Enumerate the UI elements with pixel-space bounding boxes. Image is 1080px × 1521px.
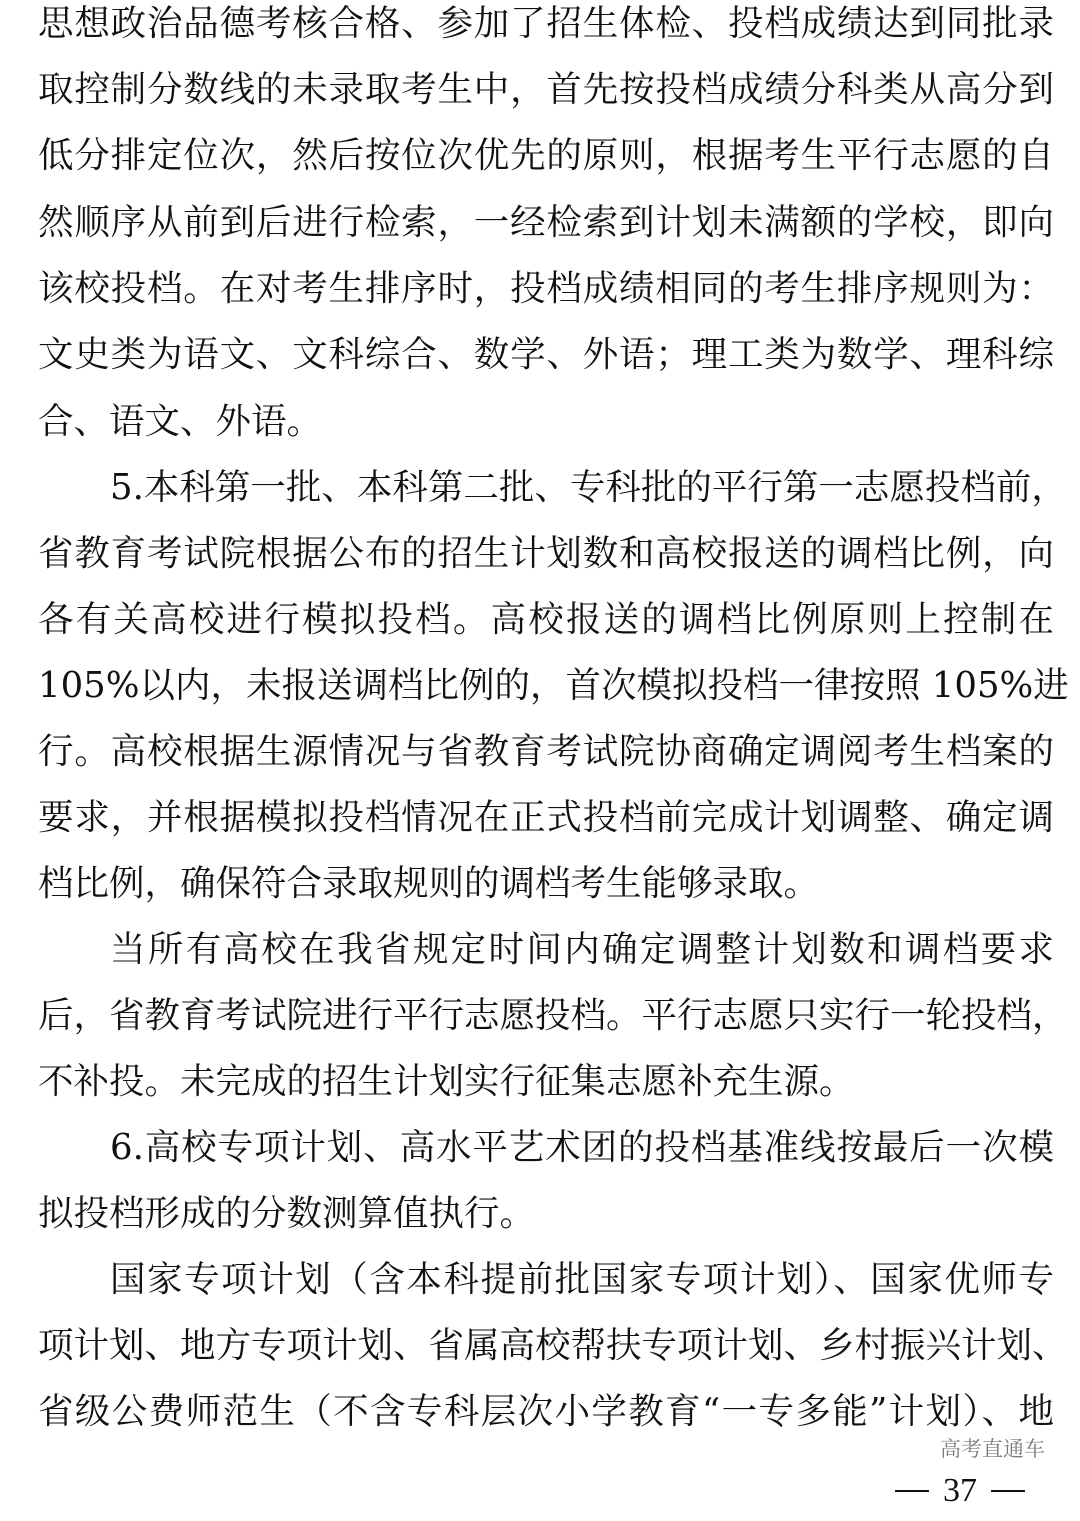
text-line: 拟投档形成的分数测算值执行。 bbox=[38, 1193, 536, 1234]
page-number-right-dash bbox=[991, 1490, 1025, 1492]
item-5-heading-line: 5.本科第一批、本科第二批、专科批的平行第一志愿投档前， bbox=[110, 467, 1067, 508]
text-line: 低分排定位次，然后按位次优先的原则，根据考生平行志愿的自 bbox=[38, 135, 1054, 176]
text-line: 该校投档。在对考生排序时，投档成绩相同的考生排序规则为： bbox=[38, 268, 1054, 309]
text-line: 合、语文、外语。 bbox=[38, 401, 323, 442]
text-line: 文史类为语文、文科综合、数学、外语；理工类为数学、理科综 bbox=[38, 334, 1054, 375]
item-6-heading-line: 6.高校专项计划、高水平艺术团的投档基准线按最后一次模 bbox=[110, 1127, 1054, 1168]
text-line: 档比例，确保符合录取规则的调档考生能够录取。 bbox=[38, 863, 820, 904]
text-line: 105%以内，未报送调档比例的，首次模拟投档一律按照 105%进 bbox=[38, 665, 1069, 706]
text-line: 各有关高校进行模拟投档。高校报送的调档比例原则上控制在 bbox=[38, 599, 1054, 640]
text-line: 要求，并根据模拟投档情况在正式投档前完成计划调整、确定调 bbox=[38, 797, 1054, 838]
paragraph-start-line: 国家专项计划（含本科提前批国家专项计划）、国家优师专 bbox=[110, 1259, 1054, 1300]
text-line: 思想政治品德考核合格、参加了招生体检、投档成绩达到同批录 bbox=[38, 3, 1054, 44]
page-number-left-dash bbox=[895, 1490, 929, 1492]
text-line: 不补投。未完成的招生计划实行征集志愿补充生源。 bbox=[38, 1061, 855, 1102]
text-line: 后，省教育考试院进行平行志愿投档。平行志愿只实行一轮投档， bbox=[38, 995, 1068, 1036]
text-line: 省教育考试院根据公布的招生计划数和高校报送的调档比例，向 bbox=[38, 533, 1054, 574]
page-number-value: 37 bbox=[943, 1472, 977, 1509]
text-line: 项计划、地方专项计划、省属高校帮扶专项计划、乡村振兴计划、 bbox=[38, 1325, 1068, 1366]
text-line: 省级公费师范生（不含专科层次小学教育“一专多能”计划）、地 bbox=[38, 1391, 1054, 1432]
page-number bbox=[895, 1466, 1025, 1516]
text-line: 然顺序从前到后进行检索，一经检索到计划未满额的学校，即向 bbox=[38, 202, 1054, 243]
text-line: 取控制分数线的未录取考生中，首先按投档成绩分科类从高分到 bbox=[38, 69, 1054, 110]
watermark-text: 高考直通车 bbox=[940, 1437, 1045, 1461]
text-line: 行。高校根据生源情况与省教育考试院协商确定调阅考生档案的 bbox=[38, 731, 1054, 772]
paragraph-start-line: 当所有高校在我省规定时间内确定调整计划数和调档要求 bbox=[110, 929, 1054, 970]
